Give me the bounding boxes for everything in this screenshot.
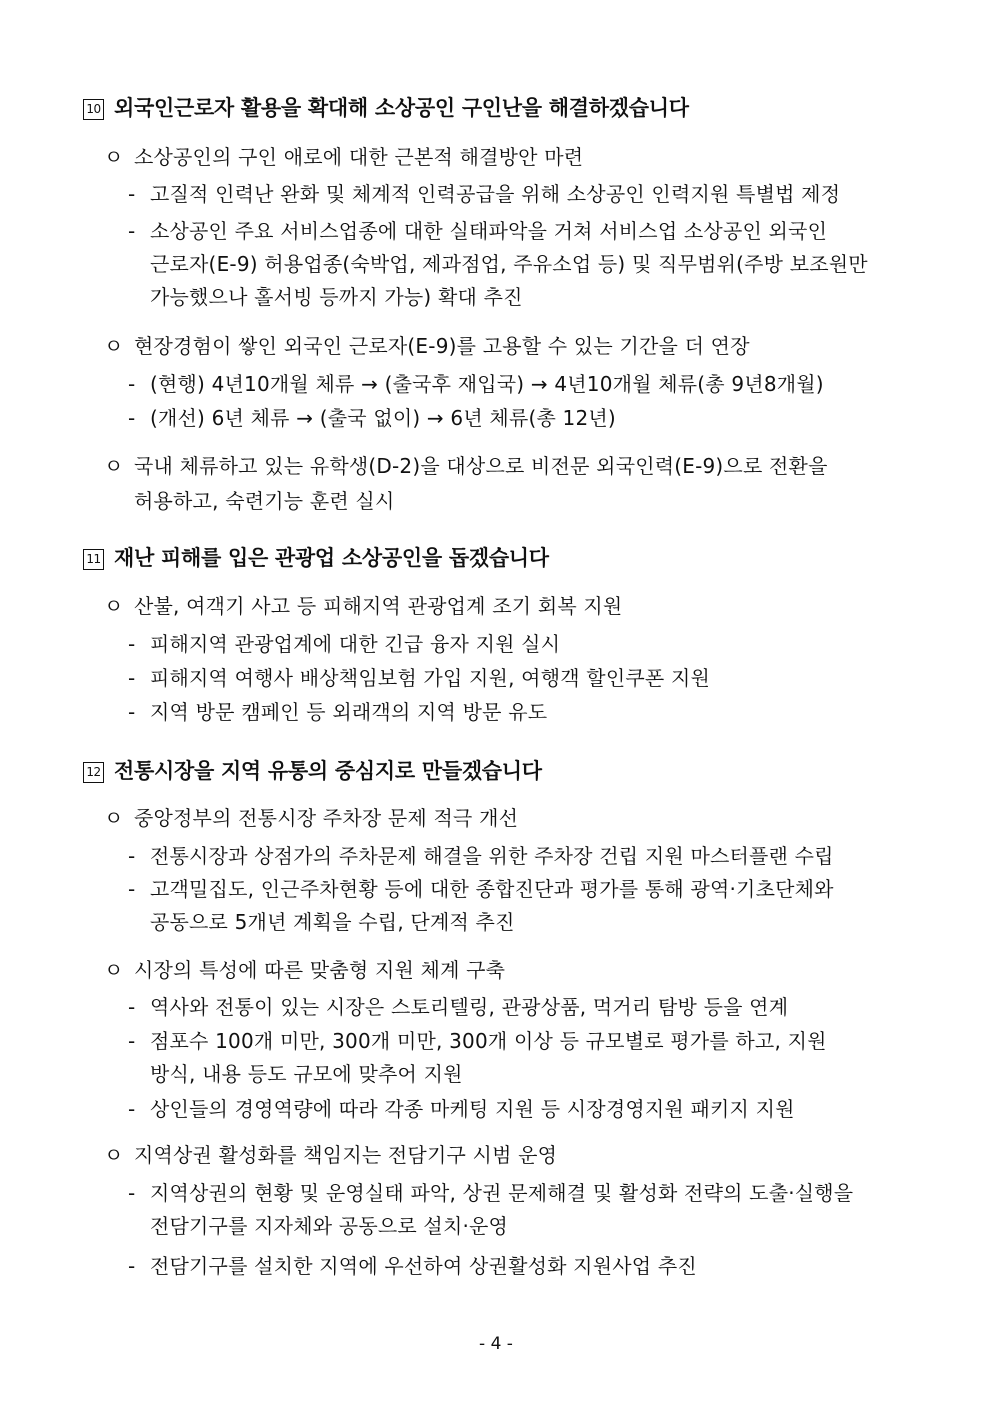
bullet-mark: ㅇ <box>104 958 124 982</box>
dash-text-continued: 방식, 내용 등도 규모에 맞추어 지원 <box>150 1062 463 1086</box>
bullet-mark: ㅇ <box>104 334 124 358</box>
dash-text-continued: 근로자(E-9) 허용업종(숙박업, 제과점업, 주유소업 등) 및 직무범위(주방 보조원만 <box>150 252 868 276</box>
dash-item <box>128 1093 795 1122</box>
bullet-item <box>104 1139 557 1168</box>
dash-text: 소상공인 주요 서비스업종에 대한 실태파악을 거쳐 서비스업 소상공인 외국인 <box>150 219 828 243</box>
dash-text-continued: 전담기구를 지자체와 공동으로 설치·운영 <box>150 1214 509 1238</box>
dash-mark: - <box>128 372 136 396</box>
dash-item <box>128 840 834 869</box>
dash-text: (현행) 4년10개월 체류 → (출국후 재입국) → 4년10개월 체류(총 9년8개월) <box>150 372 824 396</box>
dash-mark: - <box>128 844 136 868</box>
dash-item <box>128 991 788 1020</box>
dash-item <box>128 873 834 935</box>
dash-mark: - <box>128 406 136 430</box>
section-title: 재난 피해를 입은 관광업 소상공인을 돕겠습니다 <box>114 546 549 570</box>
bullet-item <box>104 450 828 514</box>
dash-item <box>128 696 547 725</box>
bullet-mark: ㅇ <box>104 806 124 830</box>
section-title: 외국인근로자 활용을 확대해 소상공인 구인난을 해결하겠습니다 <box>114 96 689 120</box>
bullet-text: 소상공인의 구인 애로에 대한 근본적 해결방안 마련 <box>134 145 584 169</box>
section-number-box: 10 <box>83 99 104 120</box>
bullet-mark: ㅇ <box>104 594 124 618</box>
dash-item <box>128 1250 697 1279</box>
dash-item <box>128 628 560 657</box>
bullet-text-continued: 허용하고, 숙련기능 훈련 실시 <box>134 489 395 513</box>
bullet-item <box>104 330 750 359</box>
dash-text: 지역상권의 현황 및 운영실태 파악, 상권 문제해결 및 활성화 전략의 도출·실행을 <box>150 1181 854 1205</box>
section-number-box: 11 <box>83 549 104 570</box>
dash-text: 고질적 인력난 완화 및 체계적 인력공급을 위해 소상공인 인력지원 특별법 제정 <box>150 182 841 206</box>
dash-item <box>128 402 616 431</box>
dash-mark: - <box>128 877 136 901</box>
section-heading <box>83 755 542 785</box>
bullet-mark: ㅇ <box>104 145 124 169</box>
dash-item <box>128 662 710 691</box>
bullet-text: 지역상권 활성화를 책임지는 전담기구 시범 운영 <box>134 1143 558 1167</box>
dash-text: 전통시장과 상점가의 주차문제 해결을 위한 주차장 건립 지원 마스터플랜 수립 <box>150 844 834 868</box>
section-heading <box>83 542 549 572</box>
dash-text: 상인들의 경영역량에 따라 각종 마케팅 지원 등 시장경영지원 패키지 지원 <box>150 1097 795 1121</box>
dash-item <box>128 1025 827 1087</box>
dash-text-continued: 공동으로 5개년 계획을 수립, 단계적 추진 <box>150 910 515 934</box>
dash-mark: - <box>128 219 136 243</box>
dash-item <box>128 215 868 310</box>
dash-mark: - <box>128 632 136 656</box>
bullet-item <box>104 954 505 983</box>
section-number-box: 12 <box>83 762 104 783</box>
bullet-text: 국내 체류하고 있는 유학생(D-2)을 대상으로 비전문 외국인력(E-9)으로 전환을 <box>134 454 828 478</box>
dash-text: 전담기구를 설치한 지역에 우선하여 상권활성화 지원사업 추진 <box>150 1254 697 1278</box>
dash-mark: - <box>128 666 136 690</box>
dash-mark: - <box>128 1254 136 1278</box>
dash-item <box>128 368 824 397</box>
dash-mark: - <box>128 1181 136 1205</box>
dash-text: 고객밀집도, 인근주차현황 등에 대한 종합진단과 평가를 통해 광역·기초단체와 <box>150 877 834 901</box>
bullet-item <box>104 141 583 170</box>
dash-text: 점포수 100개 미만, 300개 미만, 300개 이상 등 규모별로 평가를 하고, 지원 <box>150 1029 827 1053</box>
dash-text: (개선) 6년 체류 → (출국 없이) → 6년 체류(총 12년) <box>150 406 616 430</box>
dash-item <box>128 1177 853 1239</box>
dash-text: 피해지역 관광업계에 대한 긴급 융자 지원 실시 <box>150 632 561 656</box>
dash-text: 지역 방문 캠페인 등 외래객의 지역 방문 유도 <box>150 700 548 724</box>
dash-text: 역사와 전통이 있는 시장은 스토리텔링, 관광상품, 먹거리 탐방 등을 연계 <box>150 995 789 1019</box>
bullet-text: 산불, 여객기 사고 등 피해지역 관광업계 조기 회복 지원 <box>134 594 623 618</box>
page-number: - 4 - <box>479 1334 513 1354</box>
bullet-text: 중앙정부의 전통시장 주차장 문제 적극 개선 <box>134 806 519 830</box>
dash-mark: - <box>128 182 136 206</box>
section-heading <box>83 92 689 122</box>
bullet-mark: ㅇ <box>104 1143 124 1167</box>
bullet-item <box>104 802 518 831</box>
bullet-text: 시장의 특성에 따른 맞춤형 지원 체계 구축 <box>134 958 506 982</box>
dash-mark: - <box>128 1097 136 1121</box>
dash-text: 피해지역 여행사 배상책임보험 가입 지원, 여행객 할인쿠폰 지원 <box>150 666 710 690</box>
dash-mark: - <box>128 1029 136 1053</box>
dash-mark: - <box>128 995 136 1019</box>
dash-item <box>128 178 840 207</box>
bullet-text: 현장경험이 쌓인 외국인 근로자(E-9)를 고용할 수 있는 기간을 더 연장 <box>134 334 750 358</box>
dash-text-continued: 가능했으나 홀서빙 등까지 가능) 확대 추진 <box>150 285 523 309</box>
bullet-mark: ㅇ <box>104 454 124 478</box>
dash-mark: - <box>128 700 136 724</box>
bullet-item <box>104 590 622 619</box>
section-title: 전통시장을 지역 유통의 중심지로 만들겠습니다 <box>114 759 542 783</box>
